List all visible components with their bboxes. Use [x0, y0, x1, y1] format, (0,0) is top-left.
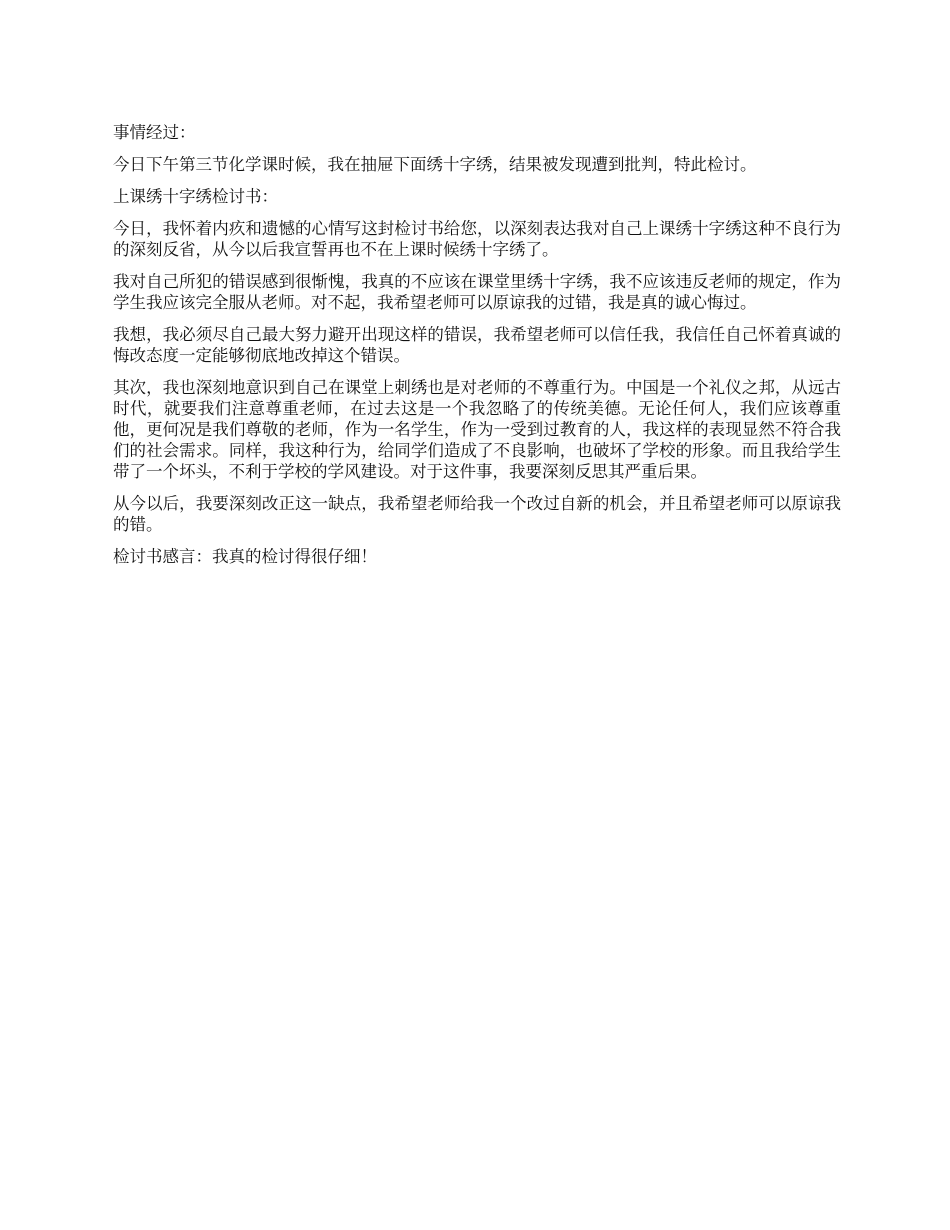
- letter-paragraph-5: 从今以后，我要深刻改正这一缺点，我希望老师给我一个改过自新的机会，并且希望老师可以原谅我的错。: [113, 494, 841, 534]
- closing-remark: 检讨书感言：我真的检讨得很仔细！: [113, 547, 377, 566]
- letter-paragraph-4: 其次，我也深刻地意识到自己在课堂上刺绣也是对老师的不尊重行为。中国是一个礼仪之邦，从远古时代，就要我们注意尊重老师，在过去这是一个我忽略了的传统美德。无论任何人，我们应该尊重他，更何况是我们尊敬的老师，作为一名学生，作为一受到过教育的人，我这样的表现显然不符合我们的社会需求。同样，我这种行为，给同学们造成了不良影响，也破坏了学校的形象。而且我给学生带了一个坏头，不利于学校的学风建设。对于这件事，我要深刻反思其严重后果。: [113, 378, 841, 481]
- section-heading-letter: 上课绣十字绣检讨书：: [113, 187, 278, 206]
- letter-paragraph-3: 我想，我必须尽自己最大努力避开出现这样的错误，我希望老师可以信任我，我信任自己怀着真诚的悔改态度一定能够彻底地改掉这个错误。: [113, 325, 841, 365]
- incident-description: 今日下午第三节化学课时候，我在抽屉下面绣十字绣，结果被发现遭到批判，特此检讨。: [113, 155, 757, 174]
- letter-paragraph-1: 今日，我怀着内疚和遗憾的心情写这封检讨书给您，以深刻表达我对自己上课绣十字绣这种不良行为的深刻反省，从今以后我宣誓再也不在上课时候绣十字绣了。: [113, 219, 841, 259]
- section-heading-incident: 事情经过：: [113, 123, 196, 142]
- document-body: [113, 122, 841, 578]
- letter-paragraph-2: 我对自己所犯的错误感到很惭愧，我真的不应该在课堂里绣十字绣，我不应该违反老师的规定，作为学生我应该完全服从老师。对不起，我希望老师可以原谅我的过错，我是真的诚心悔过。: [113, 272, 841, 312]
